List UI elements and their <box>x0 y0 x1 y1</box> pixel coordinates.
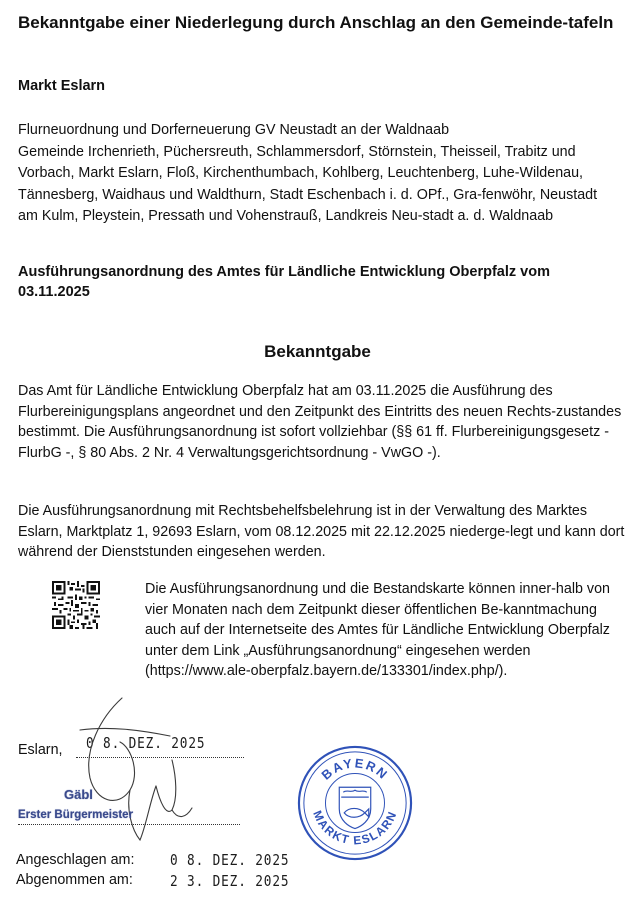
signer-title: Erster Bürgermeister <box>18 809 134 821</box>
qr-info-link[interactable]: (https://www.ale-oberpfalz.bayern.de/133301/index.php/). <box>145 663 508 680</box>
removed-label: Abgenommen am: <box>16 872 133 888</box>
municipal-seal-icon <box>296 744 414 862</box>
seal-top-text: BAYERN <box>318 755 392 783</box>
removed-date-stamp: 2 3. DEZ. 2025 <box>170 872 290 890</box>
order-title: Ausführungsanordnung des Amtes für Ländliche Entwicklung Oberpfalz vom 03.11.2025 <box>18 264 550 300</box>
document-title: Bekanntgabe einer Niederlegung durch Anschlag an den Gemeinde-tafeln <box>18 13 614 32</box>
authority-name: Markt Eslarn <box>18 78 106 94</box>
seal-bottom-text: MARKT ESLARN <box>310 808 400 848</box>
qr-code-icon[interactable] <box>52 581 100 629</box>
place-label: Eslarn, <box>18 742 63 758</box>
handwritten-signature <box>60 690 210 860</box>
signature-date-stamp: 0 8. DEZ. 2025 <box>86 734 206 752</box>
project-scope <box>18 120 618 228</box>
announcement-heading: Bekanntgabe <box>264 342 371 361</box>
signature-line <box>18 824 240 825</box>
project-name: Flurneuordnung und Dorferneuerung GV Neustadt an der Waldnaab <box>18 122 450 138</box>
qr-info-body: Die Ausführungsanordnung und die Bestandskarte können inner-halb von vier Monaten nach dem Zeitpunkt dieser öffentlichen Be-kanntmachung auch auf der Internetseite des Amtes für Ländliche Entwicklung Oberpfalz unter dem Link „Ausführungsanordnung“ eingesehen werden <box>145 581 610 659</box>
posted-label: Angeschlagen am: <box>16 852 135 868</box>
announcement-paragraph-1: Das Amt für Ländliche Entwicklung Oberpfalz hat am 03.11.2025 die Ausführung des Flurbereinigungsplans angeordnet und den Zeitpunkt des Eintritts des neuen Rechts-zustandes bestimmt. Die Ausführungsanordnung ist sofort vollziehbar (§§ 61 ff. Flurbereinigungsgesetz - FlurbG -, § 80 Abs. 2 Nr. 4 Verwaltungsgerichtsordnung - VwGO -). <box>18 383 622 461</box>
qr-info-text <box>145 579 620 682</box>
svg-text:BAYERN <box>318 755 391 782</box>
signer-name: Gäbl <box>64 787 93 802</box>
announcement-paragraph-2: Die Ausführungsanordnung mit Rechtsbehelfsbelehrung ist in der Verwaltung des Marktes Eslarn, Marktplatz 1, 92693 Eslarn, vom 08.12.2025 mit 22.12.2025 niederge-legt und kann dort während der Dienststunden eingesehen werden. <box>18 503 625 560</box>
municipalities-list: Gemeinde Irchenrieth, Püchersreuth, Schlammersdorf, Störnstein, Theisseil, Trabitz und Vorbach, Markt Eslarn, Floß, Kirchenthumbach, Kohlberg, Leuchtenberg, Luhe-Wildenau, Tännesberg, Waidhaus und Waldthurn, Stadt Eschenbach i. d. OPf., Gra-fenwöhr, Neustadt am Kulm, Pleystein, Pressath und Vohenstrauß, Landkreis Neu-stadt a. d. Waldnaab <box>18 143 598 224</box>
posted-date-stamp: 0 8. DEZ. 2025 <box>170 851 290 869</box>
